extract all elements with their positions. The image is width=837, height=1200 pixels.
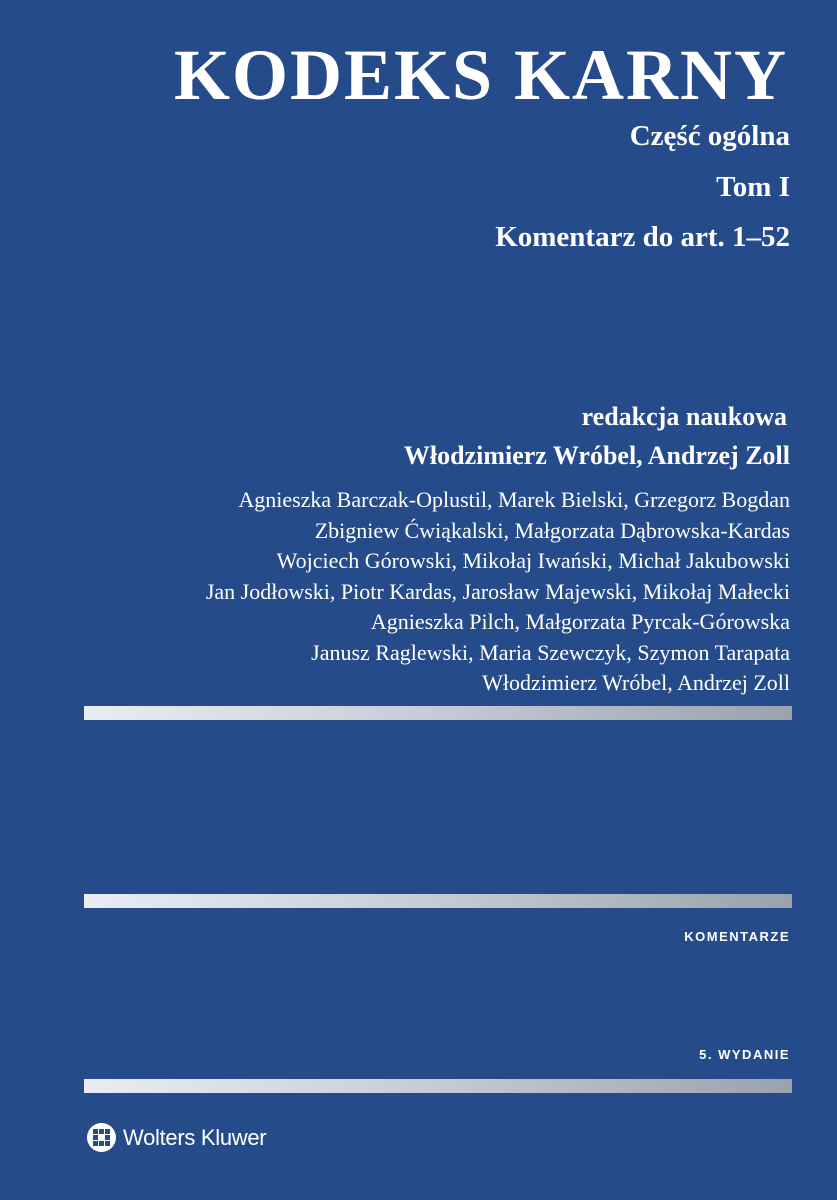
divider-bar xyxy=(84,1079,792,1093)
publisher-name: Wolters Kluwer xyxy=(123,1124,267,1150)
editors: Włodzimierz Wróbel, Andrzej Zoll xyxy=(403,441,790,470)
book-commentary-scope: Komentarz do art. 1–52 xyxy=(495,221,790,253)
authors-line: Janusz Raglewski, Maria Szewczyk, Szymon Tarapata xyxy=(311,639,790,665)
book-part: Część ogólna xyxy=(629,120,790,152)
wolters-kluwer-logo-icon xyxy=(86,1122,117,1153)
divider-bar xyxy=(84,894,792,908)
authors-line: Włodzimierz Wróbel, Andrzej Zoll xyxy=(482,670,790,695)
authors-line: Agnieszka Pilch, Małgorzata Pyrcak-Górowska xyxy=(370,609,790,634)
book-title: KODEKS KARNY xyxy=(173,35,788,115)
authors-line: Zbigniew Ćwiąkalski, Małgorzata Dąbrowska-Kardas xyxy=(314,517,790,543)
divider-bar xyxy=(84,706,792,720)
authors-line: Agnieszka Barczak-Oplustil, Marek Bielski, Grzegorz Bogdan xyxy=(238,487,790,512)
publisher-logo xyxy=(86,1122,266,1153)
authors-line: Jan Jodłowski, Piotr Kardas, Jarosław Majewski, Mikołaj Małecki xyxy=(205,578,790,604)
authors-line: Wojciech Górowski, Mikołaj Iwański, Michał Jakubowski xyxy=(276,548,790,573)
authors-list xyxy=(206,485,790,699)
book-volume: Tom I xyxy=(716,171,790,203)
edition-label: 5. WYDANIE xyxy=(699,1047,790,1062)
editor-label: redakcja naukowa xyxy=(581,402,787,431)
series-label: KOMENTARZE xyxy=(684,929,790,944)
